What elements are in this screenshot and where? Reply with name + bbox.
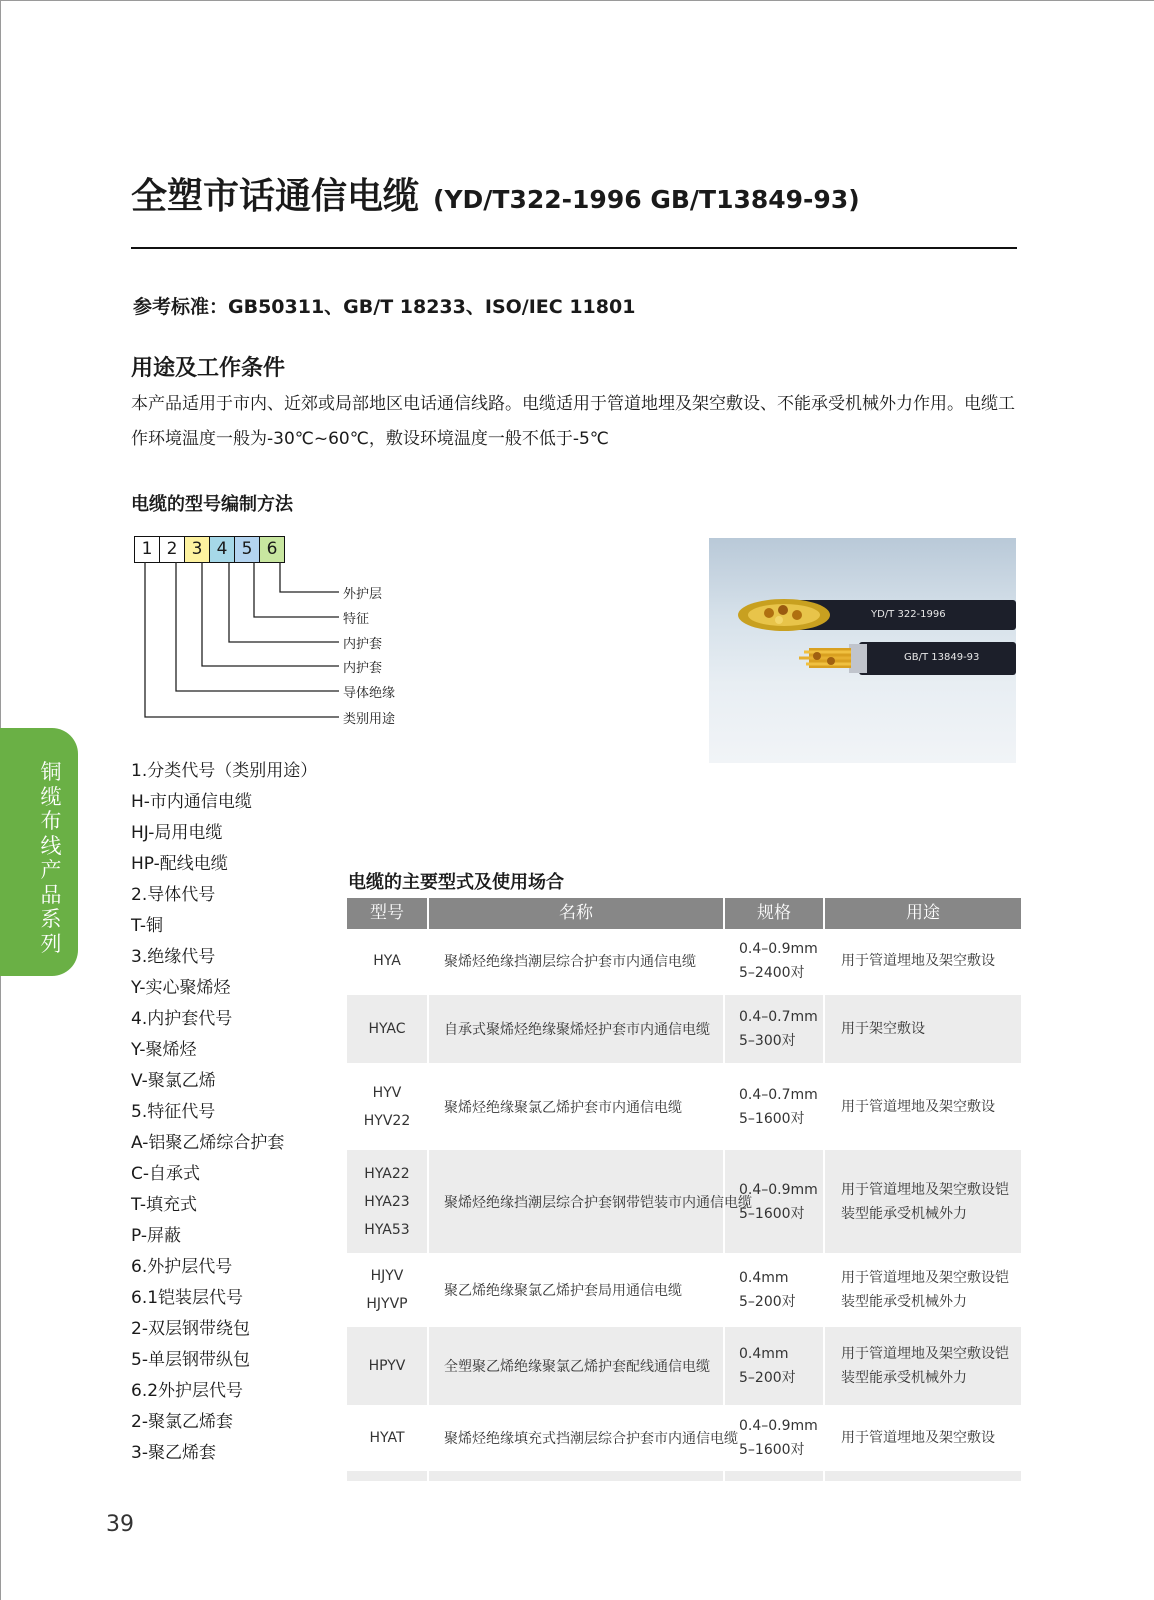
cell-model: HYA22 HYA23 HYA53	[347, 1150, 429, 1253]
list-item: C-自承式	[131, 1164, 201, 1184]
cell-use: 用于架空敷设	[841, 1021, 925, 1037]
list-item: A-铝聚乙烯综合护套	[131, 1133, 285, 1153]
cell-spec: 0.4–0.7mm 5–1600对	[725, 1065, 825, 1148]
code-boxes	[134, 536, 285, 563]
diagram-label: 导体绝缘	[343, 686, 396, 701]
list-item: 2-双层钢带绕包	[131, 1319, 250, 1339]
list-item: V-聚氯乙烯	[131, 1071, 216, 1091]
list-item: Y-实心聚烯烃	[131, 978, 231, 998]
code-box: 4	[210, 537, 235, 562]
page-number: 39	[106, 1512, 134, 1537]
table-row	[347, 995, 1021, 1065]
list-item: 6.1铠装层代号	[131, 1288, 244, 1308]
side-section-label: 铜缆布线产品系列	[40, 760, 62, 956]
diagram-label: 外护层	[343, 587, 383, 602]
cell-model: HJYV HJYVP	[347, 1255, 429, 1325]
code-box: 3	[185, 537, 210, 562]
cell-name: 聚乙烯绝缘聚氯乙烯护套局用通信电缆	[429, 1255, 725, 1325]
table-row	[347, 1065, 1021, 1150]
header-use: 用途	[906, 903, 940, 923]
cell-spec: 0.4mm 5–200对	[725, 1255, 825, 1325]
list-item: 5.特征代号	[131, 1102, 216, 1122]
cell-spec: 0.4mm 5–200对	[725, 1327, 825, 1405]
cable-print-bottom: GB/T 13849-93	[904, 652, 980, 663]
title-main: 全塑市话通信电缆	[131, 176, 420, 217]
cell-spec: 0.4–0.7mm 5–300对	[725, 995, 825, 1063]
list-item: 2-聚氯乙烯套	[131, 1412, 233, 1432]
cell-name: 聚烯烃绝缘填充式挡潮层综合护套市内通信电缆	[429, 1407, 725, 1469]
list-item: T-填充式	[131, 1195, 197, 1215]
cable-types-table	[347, 898, 1021, 1481]
table-header-row	[347, 898, 1021, 929]
cable-photo	[709, 538, 1016, 763]
table-row	[347, 1150, 1021, 1255]
usage-text: 本产品适用于市内、近郊或局部地区电话通信线路。电缆适用于管道地埋及架空敷设、不能承受机械外力作用。电缆工作环境温度一般为-30℃~60℃，敷设环境温度一般不低于-5℃	[131, 394, 1015, 449]
cell-use: 用于管道埋地及架空敷设	[841, 953, 995, 969]
header-spec: 规格	[725, 898, 825, 929]
list-item: 4.内护套代号	[131, 1009, 233, 1029]
cable-illustration	[709, 538, 1016, 763]
header-name: 名称	[429, 898, 725, 929]
cell-model: HPYV	[347, 1327, 429, 1405]
diagram-label: 内护套	[343, 661, 383, 676]
cell-use: 用于管道埋地及架空敷设	[841, 1098, 995, 1115]
cell-spec: 0.4–0.9mm 5–1600对	[725, 1407, 825, 1469]
list-item: 1.分类代号（类别用途）	[131, 761, 318, 781]
cell-model: HYV HYV22	[347, 1065, 429, 1148]
diagram-label: 类别用途	[343, 712, 396, 727]
list-item: HP-配线电缆	[131, 854, 228, 874]
cell-name: 自承式聚烯烃绝缘聚烯烃护套市内通信电缆	[429, 995, 725, 1063]
cell-name: 聚烯烃绝缘聚氯乙烯护套市内通信电缆	[429, 1065, 725, 1148]
list-item: T-铜	[131, 916, 163, 936]
diagram-label: 内护套	[343, 637, 383, 652]
list-item: Y-聚烯烃	[131, 1040, 197, 1060]
cell-name: 聚烯烃绝缘挡潮层综合护套市内通信电缆	[429, 929, 725, 993]
coding-connector-lines	[134, 562, 344, 722]
reference-standard: 参考标准：GB50311、GB/T 18233、ISO/IEC 11801	[133, 296, 636, 318]
cell-model: HYAT	[347, 1407, 429, 1469]
table-heading: 电缆的主要型式及使用场合	[348, 872, 564, 893]
list-item: 3-聚乙烯套	[131, 1443, 216, 1463]
list-item: HJ-局用电缆	[131, 823, 223, 843]
cell-model: HYA	[347, 929, 429, 993]
usage-heading: 用途及工作条件	[131, 356, 286, 381]
coding-heading: 电缆的型号编制方法	[131, 494, 293, 515]
table-row	[347, 1407, 1021, 1471]
list-item: 6.外护层代号	[131, 1257, 233, 1277]
cell-use: 用于管道埋地及架空敷设	[841, 1430, 995, 1446]
cell-spec: 0.4–0.9mm 5–2400对	[725, 929, 825, 993]
table-tail	[347, 1471, 1021, 1481]
code-box: 5	[235, 537, 260, 562]
cell-name: 聚烯烃绝缘挡潮层综合护套钢带铠装市内通信电缆	[429, 1150, 725, 1253]
cell-use: 用于管道埋地及架空敷设铠装型能承受机械外力	[841, 1270, 1009, 1310]
list-item: 5-单层钢带纵包	[131, 1350, 250, 1370]
list-item: 6.2外护层代号	[131, 1381, 244, 1401]
table-row	[347, 1255, 1021, 1327]
list-item: P-屏蔽	[131, 1226, 182, 1246]
cell-use: 用于管道埋地及架空敷设铠装型能承受机械外力	[841, 1346, 1009, 1386]
page-edge-top	[0, 0, 1154, 1]
diagram-label: 特征	[343, 612, 370, 627]
cell-name: 全塑聚乙烯绝缘聚氯乙烯护套配线通信电缆	[429, 1327, 725, 1405]
list-item: H-市内通信电缆	[131, 792, 252, 812]
code-box: 2	[160, 537, 185, 562]
table-row	[347, 1327, 1021, 1407]
code-box: 6	[260, 537, 284, 562]
code-box: 1	[135, 537, 160, 562]
page-title	[131, 168, 860, 219]
list-item: 2.导体代号	[131, 885, 216, 905]
code-definitions-list	[131, 756, 317, 1469]
header-model: 型号	[347, 898, 429, 929]
title-standards: (YD/T322-1996 GB/T13849-93)	[433, 185, 860, 214]
cell-model: HYAC	[347, 995, 429, 1063]
cell-spec: 0.4–0.9mm 5–1600对	[725, 1150, 825, 1253]
table-row	[347, 929, 1021, 995]
title-divider	[131, 247, 1017, 249]
cell-use: 用于管道埋地及架空敷设铠装型能承受机械外力	[841, 1181, 1009, 1222]
list-item: 3.绝缘代号	[131, 947, 216, 967]
cable-print-top: YD/T 322-1996	[871, 609, 946, 620]
